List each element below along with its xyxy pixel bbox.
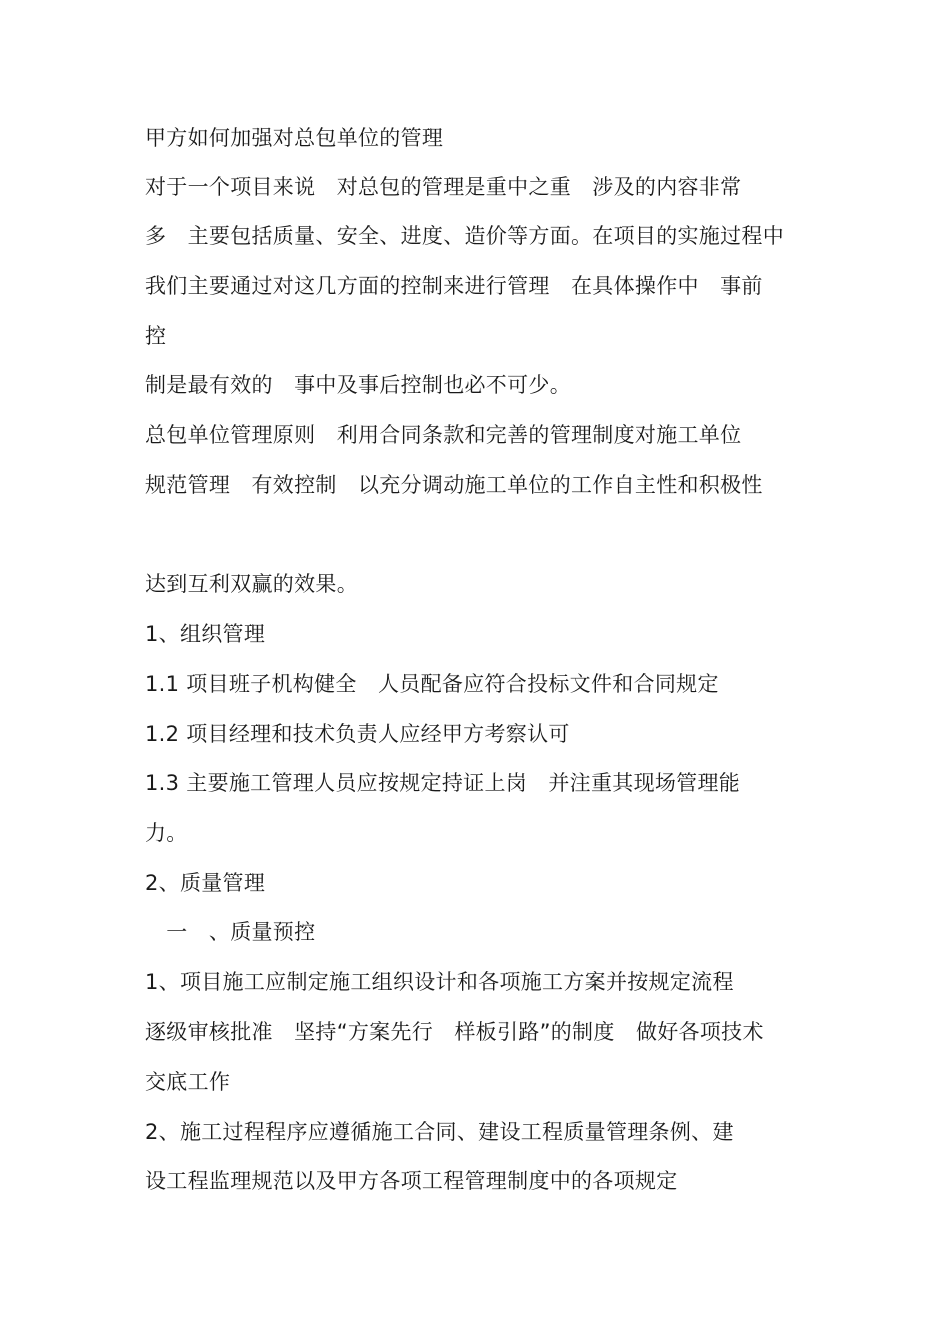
list-item: 2、施工过程程序应遵循施工合同、建设工程质量管理条例、建 <box>145 1120 734 1144</box>
section-heading: 2、质量管理 <box>145 871 266 895</box>
paragraph-line: 规范管理 有效控制 以充分调动施工单位的工作自主性和积极性 <box>145 473 763 497</box>
list-item: 1.2 项目经理和技术负责人应经甲方考察认可 <box>145 722 570 746</box>
document-title: 甲方如何加强对总包单位的管理 <box>145 126 444 150</box>
list-item-continued: 力。 <box>145 821 188 845</box>
list-item-continued: 交底工作 <box>145 1070 231 1094</box>
paragraph-line-wrap: 控 <box>145 324 167 348</box>
paragraph-line: 多 主要包括质量、安全、进度、造价等方面。在项目的实施过程中 <box>145 224 784 248</box>
paragraph-line: 达到互利双赢的效果。 <box>145 572 358 596</box>
list-item: 1.3 主要施工管理人员应按规定持证上岗 并注重其现场管理能 <box>145 771 741 795</box>
paragraph-line-text: 我们主要通过对这几方面的控制来进行管理 在具体操作中 事前 控 <box>145 274 763 348</box>
list-item-continued: 设工程监理规范以及甲方各项工程管理制度中的各项规定 <box>145 1169 678 1193</box>
list-item: 1、项目施工应制定施工组织设计和各项施工方案并按规定流程 <box>145 970 734 994</box>
paragraph-line: 对于一个项目来说 对总包的管理是重中之重 涉及的内容非常 <box>145 175 742 199</box>
list-item-continued: 逐级审核批准 坚持“方案先行 样板引路”的制度 做好各项技术 <box>145 1020 764 1044</box>
section-heading: 1、组织管理 <box>145 622 266 646</box>
paragraph-line <box>145 272 763 350</box>
paragraph-line: 制是最有效的 事中及事后控制也必不可少。 <box>145 373 571 397</box>
list-item: 1.1 项目班子机构健全 人员配备应符合投标文件和合同规定 <box>145 672 719 696</box>
paragraph-line: 总包单位管理原则 利用合同条款和完善的管理制度对施工单位 <box>145 423 742 447</box>
subsection-heading: 一 、质量预控 <box>145 920 316 944</box>
